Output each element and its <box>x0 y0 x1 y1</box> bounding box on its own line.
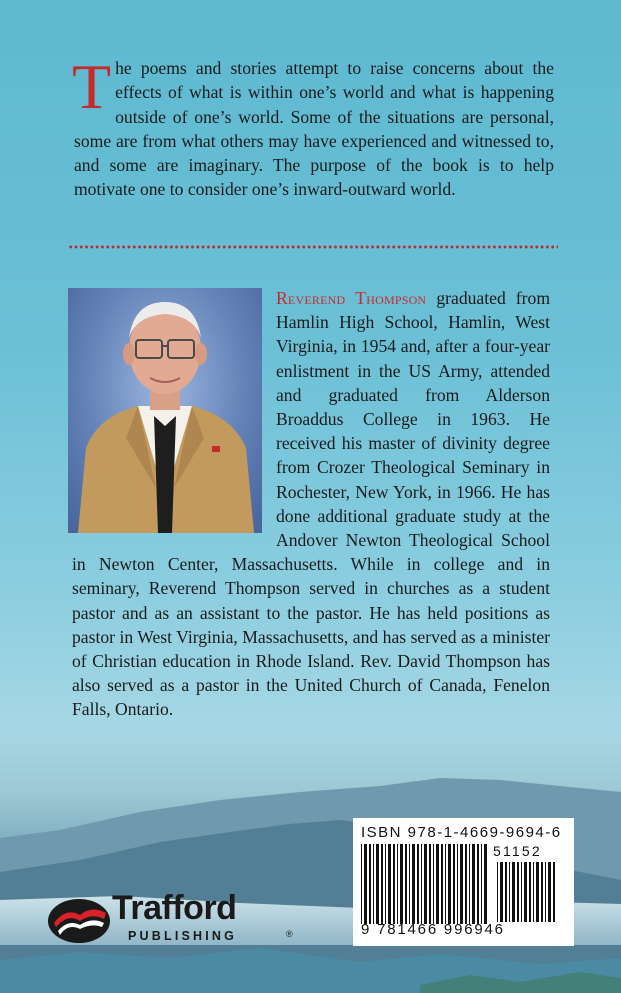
barcode-bar <box>457 844 458 924</box>
barcode-bar <box>409 844 410 924</box>
author-photo <box>68 288 262 533</box>
isbn-barcode <box>353 818 574 946</box>
barcode-bar <box>529 862 531 922</box>
book-logo-icon <box>46 893 112 945</box>
bio-text: graduated from Hamlin High School, Hamlin, West Virginia, in 1954 and, after a four-year enlistment in the US Army, attended and graduated from Alderson Broaddus College in 1963. He received his master of divinity degree from Crozer Theological Seminary in Rochester, New York, in 1966. He has done additional graduate study at the Andover Newton Theological School in Newton Center, Massachusetts. While in college and in seminary, Reverend Thompson served in churches as a student pastor and as an assistant to the pastor. He has held positions as pastor in West Virginia, Massachusetts, and has served as a minister of Christian education in Rhode Island. Rev. David Thompson has also served as a pastor in the United Church of Canada, Fenelon Falls, Ontario. <box>72 288 551 720</box>
barcode-bar <box>448 844 451 924</box>
barcode-bar <box>433 844 434 924</box>
barcode-bar <box>477 844 479 924</box>
publisher-subtitle: PUBLISHING <box>128 929 238 943</box>
barcode-bar <box>521 862 522 922</box>
barcode-bar <box>361 844 362 924</box>
barcode-bar <box>376 844 379 924</box>
barcode-bar <box>424 844 427 924</box>
barcode-bar <box>373 844 374 924</box>
barcode-bar <box>472 844 475 924</box>
barcode-bar <box>509 862 510 922</box>
barcode-main-bars <box>361 844 491 924</box>
barcode-bar <box>385 844 386 924</box>
price-code: 51152 <box>493 843 542 859</box>
barcode-bar <box>524 862 527 922</box>
barcode-bar <box>512 862 515 922</box>
barcode-bar <box>453 844 455 924</box>
barcode-bar <box>481 844 482 924</box>
barcode-bar <box>412 844 415 924</box>
barcode-bar <box>484 844 487 924</box>
barcode-bar <box>545 862 546 922</box>
barcode-bar <box>505 862 507 922</box>
intro-paragraph <box>72 51 554 202</box>
barcode-bar <box>421 844 422 924</box>
intro-text: he poems and stories attempt to raise concerns about the effects of what is within one’s world and what is happening outside of one’s world. Some of the situations are personal, some are from what others may have experienced and witnessed to, and some are imaginary. The purpose of the book is to help motivate one to consider one’s inward-outward world. <box>74 58 554 200</box>
barcode-bar <box>553 862 555 922</box>
barcode-bar <box>465 844 467 924</box>
barcode-bar <box>469 844 470 924</box>
author-bio <box>72 286 550 722</box>
barcode-bar <box>441 844 443 924</box>
barcode-bar <box>397 844 398 924</box>
barcode-bar <box>417 844 419 924</box>
author-name: Reverend Thompson <box>276 288 427 308</box>
barcode-bar <box>400 844 403 924</box>
barcode-bar <box>445 844 446 924</box>
registered-mark: ® <box>286 929 293 939</box>
barcode-bar <box>536 862 539 922</box>
barcode-bar <box>541 862 543 922</box>
drop-cap: T <box>72 51 112 122</box>
barcode-digits: 9 781466 996946 <box>361 921 505 938</box>
barcode-bar <box>533 862 534 922</box>
publisher-name: Trafford <box>112 889 237 927</box>
isbn-label: ISBN 978-1-4669-9694-6 <box>361 824 562 841</box>
barcode-bar <box>393 844 395 924</box>
barcode-addon-bars <box>497 862 563 922</box>
barcode-bar <box>429 844 431 924</box>
publisher-logo <box>46 889 296 945</box>
dotted-divider <box>68 245 558 249</box>
barcode-bar <box>364 844 367 924</box>
barcode-bar <box>388 844 391 924</box>
barcode-bar <box>548 862 551 922</box>
barcode-bar <box>405 844 407 924</box>
barcode-bar <box>497 862 498 922</box>
author-portrait <box>68 288 262 533</box>
barcode-bar <box>381 844 383 924</box>
barcode-bar <box>460 844 463 924</box>
barcode-bar <box>436 844 439 924</box>
barcode-bar <box>500 862 503 922</box>
barcode-bar <box>369 844 371 924</box>
barcode-bar <box>517 862 519 922</box>
